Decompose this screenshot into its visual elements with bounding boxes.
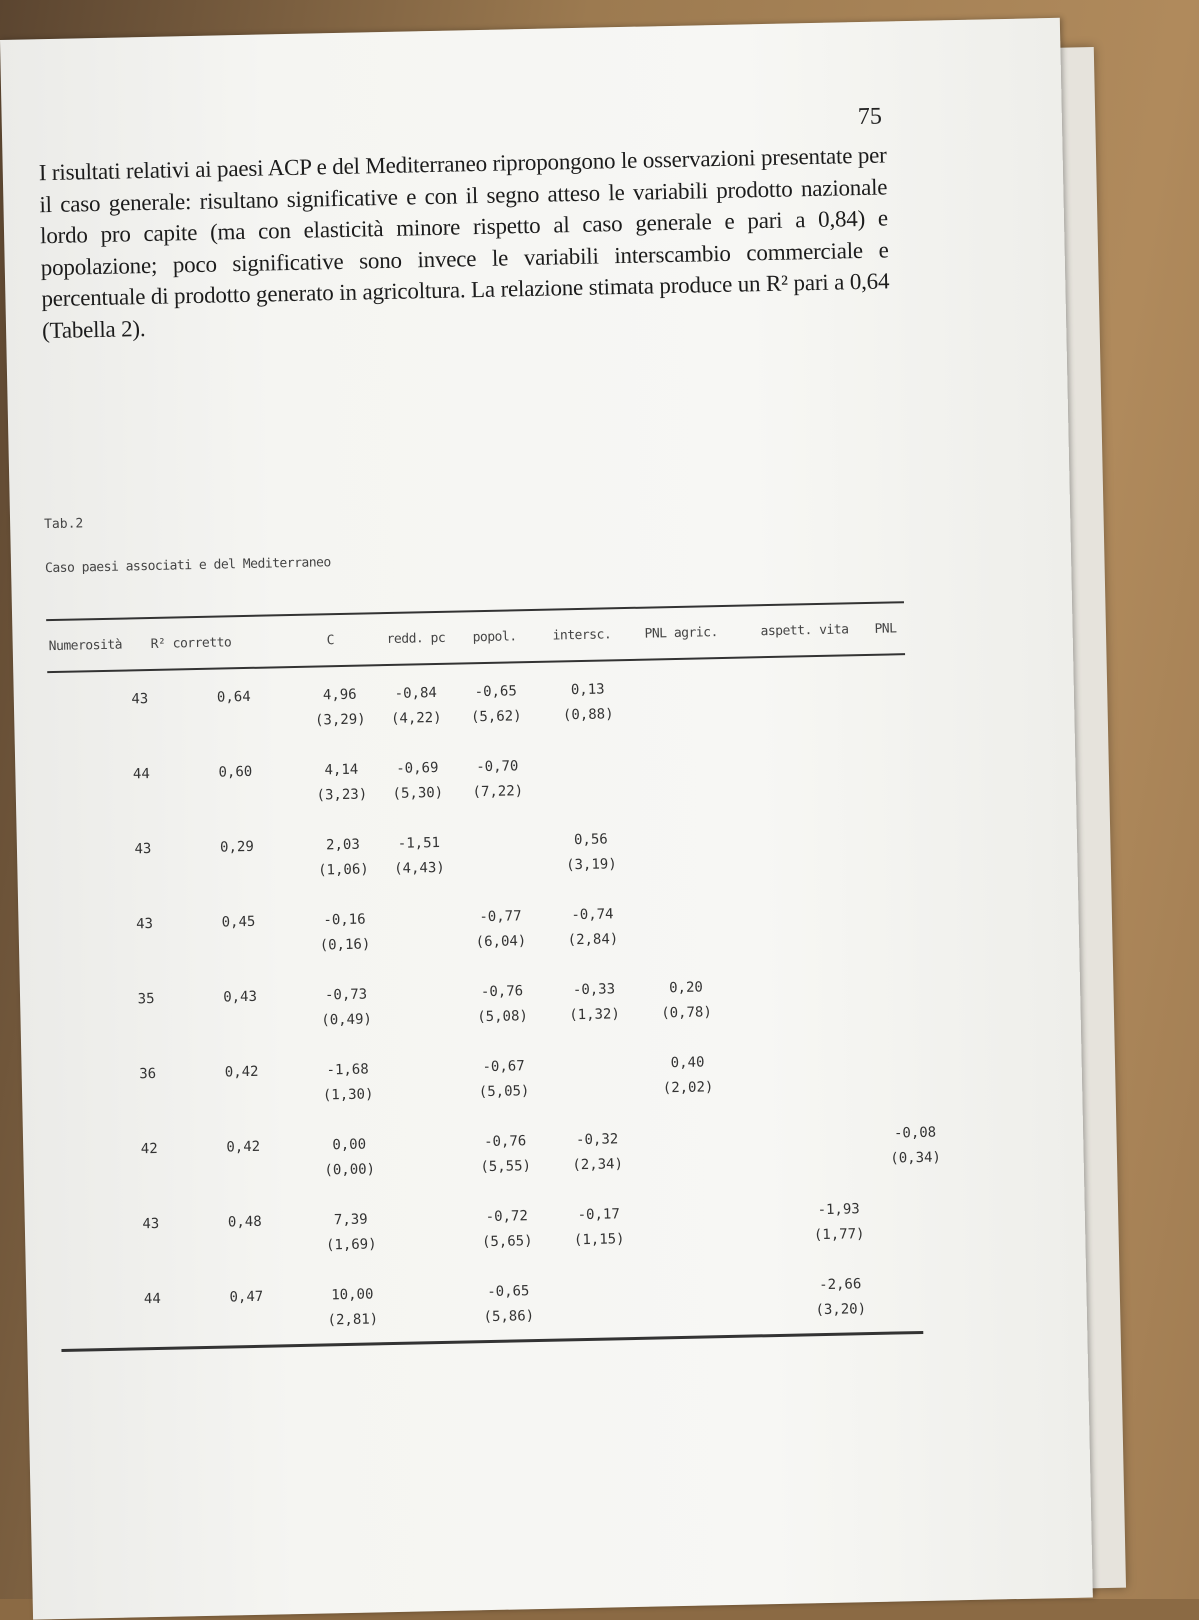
cell-pnl-agric: 0,40 bbox=[670, 1054, 705, 1072]
table-top-rule bbox=[46, 601, 904, 621]
cell-popol-tstat: (5,55) bbox=[480, 1158, 532, 1176]
cell-r2: 0,60 bbox=[218, 763, 253, 781]
cell-intersc: 0,13 bbox=[570, 681, 605, 699]
cell-r2: 0,43 bbox=[223, 988, 258, 1006]
cell-r2: 0,45 bbox=[221, 913, 256, 931]
cell-popol-tstat: (6,04) bbox=[475, 933, 527, 951]
header-popol: popol. bbox=[472, 629, 517, 646]
cell-pnl-agric-tstat: (0,78) bbox=[661, 1004, 712, 1022]
header-pnl: PNL bbox=[874, 621, 897, 637]
cell-redd: -0,84 bbox=[394, 684, 438, 702]
cell-n: 35 bbox=[137, 990, 155, 1008]
cell-c: -0,16 bbox=[323, 911, 366, 929]
cell-c-tstat: (3,29) bbox=[314, 711, 366, 729]
cell-aspett-tstat: (1,77) bbox=[813, 1226, 865, 1244]
cell-intersc-tstat: (1,15) bbox=[573, 1231, 625, 1249]
cell-popol: -0,77 bbox=[479, 908, 522, 926]
cell-popol-tstat: (7,22) bbox=[472, 783, 524, 801]
cell-r2: 0,48 bbox=[227, 1213, 262, 1231]
cell-popol: -0,65 bbox=[474, 683, 517, 701]
cell-n: 44 bbox=[132, 766, 150, 783]
cell-c-tstat: (3,23) bbox=[316, 786, 368, 804]
cell-redd-tstat: (4,43) bbox=[393, 859, 445, 877]
cell-n: 42 bbox=[140, 1140, 158, 1158]
cell-popol: -0,65 bbox=[487, 1283, 530, 1301]
cell-popol-tstat: (5,65) bbox=[481, 1233, 533, 1251]
cell-intersc: 0,56 bbox=[573, 831, 608, 849]
cell-intersc: -0,74 bbox=[571, 906, 614, 924]
cell-popol-tstat: (5,08) bbox=[477, 1008, 529, 1026]
cell-r2: 0,42 bbox=[224, 1063, 259, 1081]
cell-c-tstat: (0,49) bbox=[321, 1011, 373, 1029]
cell-redd-tstat: (5,30) bbox=[392, 784, 444, 802]
cell-popol: -0,70 bbox=[476, 758, 519, 776]
header-r2: R² corretto bbox=[150, 635, 232, 652]
cell-aspett: -2,66 bbox=[819, 1276, 862, 1294]
cell-n: 44 bbox=[143, 1290, 161, 1308]
cell-popol: -0,67 bbox=[482, 1058, 525, 1076]
cell-c-tstat: (1,30) bbox=[322, 1086, 374, 1104]
cell-c-tstat: (1,06) bbox=[317, 861, 369, 879]
header-redd-pc: redd. pc bbox=[386, 630, 446, 648]
cell-pnl: -0,08 bbox=[893, 1124, 937, 1142]
cell-redd: -1,51 bbox=[397, 834, 441, 852]
table-bottom-rule bbox=[61, 1331, 923, 1352]
cell-c-tstat: (0,00) bbox=[324, 1161, 376, 1179]
cell-aspett: -1,93 bbox=[817, 1201, 860, 1219]
cell-pnl-agric: 0,20 bbox=[668, 979, 704, 997]
header-c: C bbox=[326, 633, 335, 649]
cell-popol-tstat: (5,62) bbox=[470, 708, 522, 726]
body-paragraph: I risultati relativi ai paesi ACP e del Mediterraneo ripropongono le osservazioni presentate per il caso generale: risultano significative e con il segno atteso le variabili prodotto nazionale lordo pro capite (ma con elasticità minore rispetto al caso generale e pari a 0,84) e popolazione; poco significative sono invece le variabili interscambio commerciale e percentuale di prodotto generato in agricoltura. La relazione stimata produce un R² pari a 0,64 (Tabella 2). bbox=[38, 142, 890, 343]
cell-c: -1,68 bbox=[326, 1061, 369, 1079]
cell-popol-tstat: (5,86) bbox=[483, 1308, 535, 1326]
cell-popol: -0,72 bbox=[485, 1208, 528, 1226]
cell-intersc-tstat: (1,32) bbox=[569, 1006, 620, 1024]
cell-c: 4,14 bbox=[324, 761, 359, 779]
cell-c: 2,03 bbox=[325, 836, 360, 854]
cell-c: -0,73 bbox=[324, 986, 368, 1004]
cell-intersc: -0,33 bbox=[572, 981, 616, 999]
cell-intersc: -0,17 bbox=[577, 1206, 620, 1224]
cell-n: 43 bbox=[134, 841, 152, 858]
header-intersc: intersc. bbox=[552, 627, 612, 644]
cell-r2: 0,29 bbox=[219, 838, 254, 856]
cell-r2: 0,64 bbox=[216, 688, 251, 706]
cell-intersc-tstat: (2,84) bbox=[567, 931, 619, 949]
cell-redd-tstat: (4,22) bbox=[390, 709, 442, 727]
cell-popol: -0,76 bbox=[480, 983, 524, 1001]
cell-intersc: -0,32 bbox=[575, 1131, 619, 1149]
cell-aspett-tstat: (3,20) bbox=[815, 1301, 867, 1319]
cell-n: 43 bbox=[131, 691, 149, 708]
table-header-rule bbox=[47, 653, 905, 673]
cell-intersc-tstat: (2,34) bbox=[572, 1156, 624, 1174]
cell-c: 0,00 bbox=[332, 1136, 367, 1154]
cell-c-tstat: (2,81) bbox=[327, 1311, 379, 1329]
cell-c: 7,39 bbox=[333, 1211, 368, 1229]
table-caption: Caso paesi associati e del Mediterraneo bbox=[44, 555, 331, 577]
cell-popol: -0,76 bbox=[483, 1133, 527, 1151]
cell-c: 10,00 bbox=[331, 1286, 374, 1304]
book-page bbox=[0, 18, 1093, 1620]
cell-pnl-agric-tstat: (2,02) bbox=[662, 1079, 714, 1097]
cell-c-tstat: (0,16) bbox=[319, 936, 371, 954]
cell-r2: 0,42 bbox=[226, 1138, 261, 1156]
cell-n: 36 bbox=[139, 1065, 157, 1083]
cell-n: 43 bbox=[142, 1215, 160, 1233]
cell-n: 43 bbox=[135, 915, 154, 933]
cell-c: 4,96 bbox=[322, 686, 357, 704]
cell-r2: 0,47 bbox=[229, 1288, 264, 1306]
cell-redd: -0,69 bbox=[396, 759, 439, 777]
cell-pnl-tstat: (0,34) bbox=[890, 1149, 942, 1167]
cell-intersc-tstat: (3,19) bbox=[565, 856, 617, 874]
cell-intersc-tstat: (0,88) bbox=[562, 706, 614, 724]
table-label: Tab.2 bbox=[44, 516, 84, 533]
header-aspett-vita: aspett. vita bbox=[760, 622, 849, 640]
cell-c-tstat: (1,69) bbox=[325, 1236, 377, 1254]
page-number: 75 bbox=[857, 103, 883, 131]
header-numerosita: Numerosità bbox=[48, 637, 123, 655]
cell-popol-tstat: (5,05) bbox=[478, 1083, 530, 1101]
header-pnl-agric: PNL agric. bbox=[644, 625, 719, 642]
